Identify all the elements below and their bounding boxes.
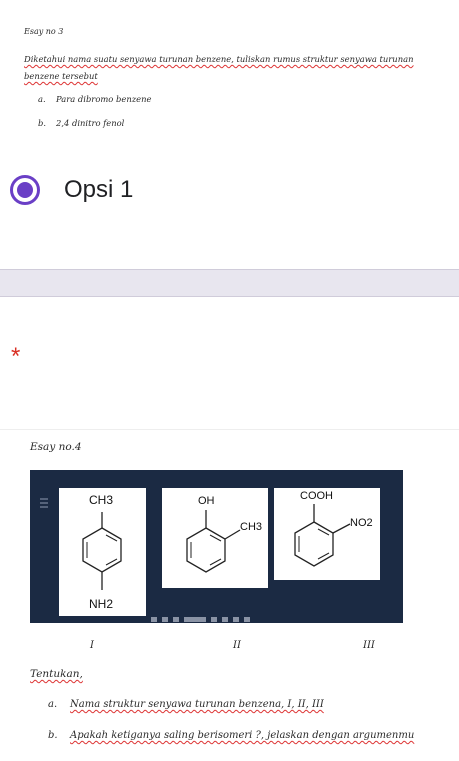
group-label: OH	[198, 495, 215, 507]
group-label: COOH	[300, 490, 333, 502]
option-row[interactable]	[10, 173, 133, 207]
zoom-field	[184, 617, 206, 622]
task-marker: a.	[48, 699, 58, 710]
toolbar-icon	[222, 617, 228, 622]
radio-button[interactable]	[10, 175, 40, 205]
instruction-text: Tentukan,	[30, 668, 83, 680]
group-label: NH2	[89, 597, 114, 611]
structure-numeral: III	[363, 640, 375, 651]
structure-iii-svg	[274, 488, 380, 580]
toolbar-icon	[162, 617, 168, 622]
toolbar-icon	[244, 617, 250, 622]
structure-numeral: I	[90, 640, 94, 651]
group-label: NO2	[350, 517, 373, 529]
drag-handle-icon	[40, 498, 48, 512]
structure-i-svg	[59, 488, 146, 616]
task-marker: b.	[48, 730, 58, 741]
structure-ii-svg	[162, 488, 268, 588]
option-label[interactable]: Opsi 1	[64, 176, 134, 203]
toolbar-icon	[233, 617, 239, 622]
divider-line	[0, 429, 459, 430]
structure-panel-2	[162, 488, 268, 588]
structure-numeral: II	[233, 640, 241, 651]
image-toolbar	[151, 614, 291, 624]
list-marker: b.	[38, 118, 47, 128]
group-label: CH3	[89, 493, 114, 507]
question4-title: Esay no.4	[30, 441, 82, 453]
task-item	[48, 699, 324, 710]
group-label: CH3	[240, 521, 263, 533]
task-text: Nama struktur senyawa turunan benzena, I, II, III	[70, 699, 324, 710]
list-item-text: Para dibromo benzene	[56, 94, 152, 104]
list-item	[38, 94, 151, 104]
question-description: Diketahui nama suatu senyawa turunan benzene, tuliskan rumus struktur senyawa turunan benzene tersebut	[24, 54, 414, 81]
question-title: Esay no 3	[24, 27, 64, 36]
radio-selected-dot	[17, 182, 33, 198]
list-marker: a.	[38, 94, 46, 104]
required-marker: *	[11, 343, 21, 370]
list-item-text: 2,4 dinitro fenol	[56, 118, 125, 128]
toolbar-icon	[173, 617, 179, 622]
task-item	[48, 730, 414, 741]
list-item	[38, 118, 124, 128]
structure-panel-3	[274, 488, 380, 580]
toolbar-icon	[211, 617, 217, 622]
structure-panel-1	[59, 488, 146, 616]
section-divider	[0, 269, 459, 297]
structures-figure	[30, 470, 403, 623]
task-text: Apakah ketiganya saling berisomeri ?, jelaskan dengan argumenmu	[70, 730, 415, 741]
toolbar-icon	[151, 617, 157, 622]
